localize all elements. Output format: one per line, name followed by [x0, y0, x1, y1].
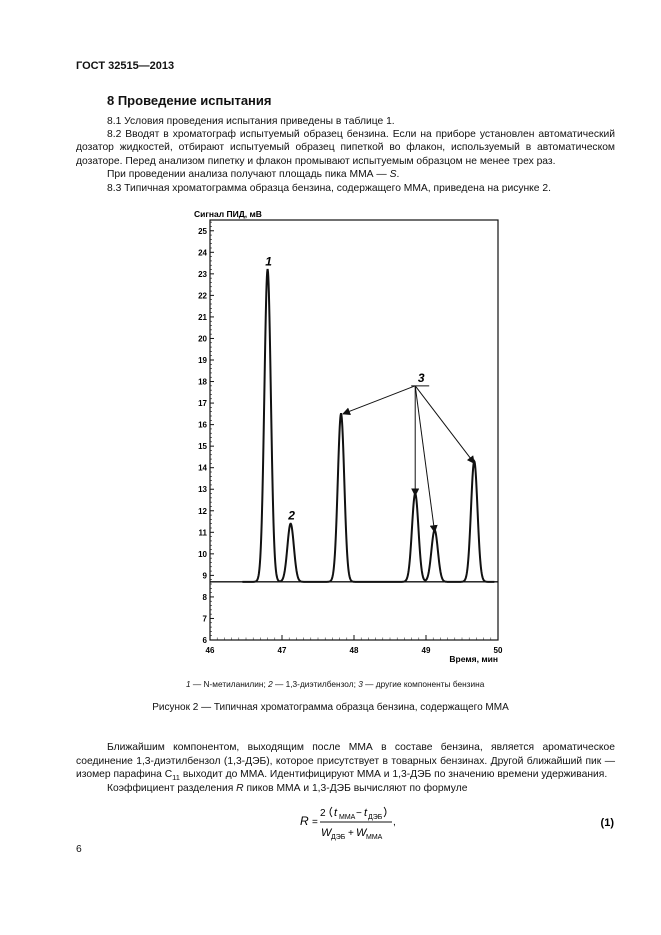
resolution-formula: [0, 800, 661, 850]
figure-legend: [186, 679, 484, 689]
legend-1-text: — N-метиланилин;: [190, 679, 269, 689]
area-end: .: [396, 169, 400, 180]
legend-2-number: 2: [268, 679, 273, 689]
y-tick-label: 18: [198, 377, 207, 387]
y-tick-label: 9: [202, 571, 207, 581]
formula-equals: =: [312, 817, 318, 828]
y-tick-label: 17: [198, 399, 207, 409]
chromatogram-trace: [242, 270, 494, 582]
y-tick-label: 22: [198, 291, 207, 301]
x-tick-label: 46: [205, 646, 215, 655]
document-header: ГОСТ 32515—2013: [76, 60, 175, 72]
formula-w2-sub: ММА: [366, 834, 383, 841]
x-axis-label: Время, мин: [449, 654, 498, 664]
formula-coefficient: 2: [320, 808, 326, 819]
y-tick-label: 15: [198, 442, 207, 452]
y-tick-label: 16: [198, 420, 207, 430]
formula-w1-sub: ДЭБ: [331, 834, 346, 841]
components-text: Ближайшим компонентом, выходящим после ММА в составе бензина, является ароматическое соединение 1,3-диэтилбензол (1,3-ДЭБ), которое присутствует в товарных бензинах. Другой ближайший пик — изомер парафина C: [76, 742, 615, 781]
annotation-label: 3: [417, 370, 425, 385]
y-tick-label: 11: [198, 528, 207, 538]
y-axis-label: Сигнал ПИД, мВ: [194, 209, 262, 219]
formula-number: (1): [600, 817, 614, 829]
formula-lhs: R: [300, 814, 309, 828]
left-paren: [330, 807, 332, 817]
x-tick-label: 48: [349, 646, 359, 655]
x-tick-label: 50: [493, 646, 503, 655]
right-paren: [384, 807, 386, 817]
area-variable: S: [389, 169, 397, 180]
legend-2-text: — 1,3-диэтилбензол;: [272, 679, 359, 689]
resolution-variable: R: [236, 783, 244, 794]
paragraph-8-2: 8.2 Вводят в хроматограф испытуемый образец бензина. Если на приборе установлен автоматический дозатор жидкостей, отбирают испытуемый образец пипеткой во флакон, используемый в автоматическом дозаторе. Перед анализом пипетку и флакон промывают испытуемым образцом не менее трех раз.: [76, 129, 615, 167]
y-tick-label: 8: [202, 592, 207, 602]
page-number: 6: [76, 844, 82, 855]
components-text-end: выходит до ММА. Идентифицируют ММА и 1,3-ДЭБ по значению времени удерживания.: [179, 769, 608, 781]
plot-frame: [210, 220, 498, 640]
y-tick-label: 7: [202, 614, 207, 624]
peak-3-annotation: [343, 371, 474, 532]
formula-w2: W: [356, 827, 367, 839]
x-tick-label: 49: [421, 646, 431, 655]
x-axis: [206, 635, 503, 655]
legend-1-number: 1: [186, 679, 191, 689]
legend-3-number: 3: [358, 679, 363, 689]
formula-w1: W: [321, 827, 332, 839]
formula-t1-sub: ММА: [339, 814, 356, 821]
paragraph-resolution: [76, 782, 615, 795]
y-tick-label: 13: [198, 485, 207, 495]
y-tick-label: 24: [198, 248, 207, 258]
y-tick-label: 14: [198, 463, 207, 473]
peak-label-2: 2: [288, 508, 295, 523]
peak-label-1: 1: [265, 254, 272, 269]
formula-t2: t: [364, 807, 368, 819]
carbon-subscript: 11: [172, 773, 180, 783]
y-tick-label: 23: [198, 269, 207, 279]
x-tick-label: 47: [277, 646, 287, 655]
y-tick-label: 12: [198, 506, 207, 516]
formula-t1: t: [334, 807, 338, 819]
y-tick-label: 10: [198, 549, 207, 559]
paragraph-8-3: 8.3 Типичная хроматограмма образца бензина, содержащего ММА, приведена на рисунке 2.: [107, 183, 551, 194]
section-title: 8 Проведение испытания: [107, 93, 272, 108]
chromatogram-chart: [186, 204, 516, 674]
y-tick-label: 20: [198, 334, 207, 344]
paragraph-components: [76, 741, 615, 785]
formula-minus: −: [356, 808, 362, 819]
y-tick-label: 6: [202, 636, 207, 645]
paragraph-area: [76, 168, 615, 181]
area-text: При проведении анализа получают площадь пика ММА —: [107, 169, 390, 180]
resolution-text-end: пиков ММА и 1,3-ДЭБ вычисляют по формуле: [243, 783, 468, 794]
paragraph-8-1: 8.1 Условия проведения испытания приведены в таблице 1.: [107, 116, 395, 127]
y-tick-label: 21: [198, 312, 207, 322]
y-tick-label: 25: [198, 226, 207, 236]
formula-t2-sub: ДЭБ: [368, 814, 383, 821]
annotation-arrow: [343, 386, 415, 414]
resolution-text: Коэффициент разделения: [107, 783, 237, 794]
formula-plus: +: [348, 828, 354, 839]
formula-comma: ,: [393, 817, 396, 828]
figure-caption: Рисунок 2 — Типичная хроматограмма образца бензина, содержащего ММА: [152, 702, 509, 713]
legend-3-text: — другие компоненты бензина: [362, 679, 485, 689]
y-tick-label: 19: [198, 356, 207, 365]
